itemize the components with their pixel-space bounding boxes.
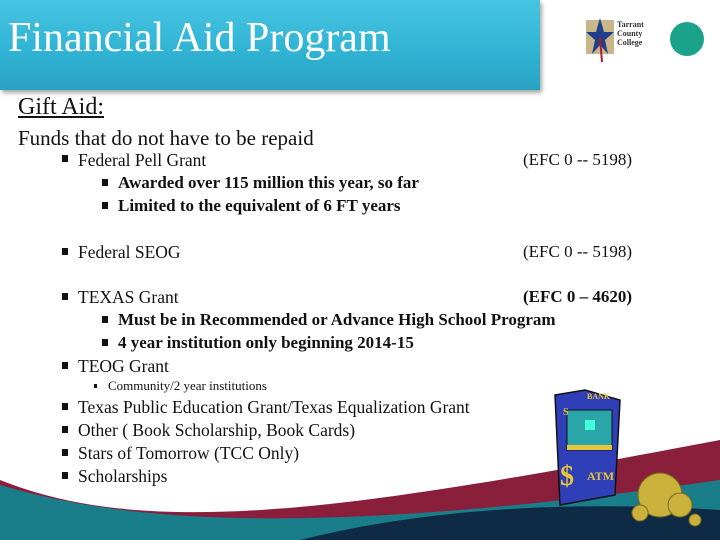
bullet-icon — [94, 384, 97, 388]
seog-label: Federal SEOG — [78, 242, 181, 262]
bullet-icon — [62, 362, 68, 369]
slide-title: Financial Aid Program — [8, 15, 391, 61]
logo-line: College — [617, 38, 643, 47]
texas-sub: 4 year institution only beginning 2014-15 — [118, 333, 414, 352]
bullet-icon — [102, 202, 108, 209]
other-item: Other ( Book Scholarship, Book Cards) — [78, 420, 356, 440]
tcc-star-logo — [586, 18, 614, 62]
teog-label: TEOG Grant — [78, 356, 169, 376]
title-bar — [0, 0, 540, 90]
dollar-sign: $ — [560, 461, 574, 492]
bullet-icon — [62, 155, 68, 162]
seog-efc: (EFC 0 -- 5198) — [523, 242, 633, 261]
other-item: Scholarships — [78, 466, 168, 486]
bank-label: BANK — [587, 392, 611, 401]
bullet-icon — [62, 248, 68, 255]
texas-label: TEXAS Grant — [78, 287, 179, 307]
bullet-icon — [102, 179, 108, 186]
bullet-icon — [102, 339, 108, 346]
bullet-icon — [62, 449, 68, 456]
small-s-label: S — [563, 407, 569, 418]
other-item: Texas Public Education Grant/Texas Equalization Grant — [78, 397, 470, 417]
tcc-logo-text — [617, 20, 644, 47]
pell-label: Federal Pell Grant — [78, 150, 207, 170]
seal-logo — [670, 22, 704, 56]
bullet-icon — [62, 403, 68, 410]
atm-label: ATM — [587, 469, 615, 483]
pell-sub: Awarded over 115 million this year, so far — [118, 173, 419, 192]
gift-aid-subheading: Funds that do not have to be repaid — [18, 126, 314, 150]
texas-efc: (EFC 0 – 4620) — [523, 287, 633, 306]
bullet-icon — [62, 293, 68, 300]
gift-aid-heading: Gift Aid: — [18, 94, 105, 120]
bullet-icon — [62, 472, 68, 479]
bullet-icon — [102, 316, 108, 323]
texas-sub: Must be in Recommended or Advance High School Program — [118, 310, 556, 329]
logo-line: County — [617, 29, 643, 38]
pell-efc: (EFC 0 -- 5198) — [523, 150, 633, 169]
logo-line: Tarrant — [617, 20, 644, 29]
pell-sub: Limited to the equivalent of 6 FT years — [118, 196, 401, 215]
bullet-icon — [62, 426, 68, 433]
atm-clipart — [545, 385, 715, 535]
teog-sub: Community/2 year institutions — [108, 378, 267, 393]
other-item: Stars of Tomorrow (TCC Only) — [78, 443, 300, 463]
